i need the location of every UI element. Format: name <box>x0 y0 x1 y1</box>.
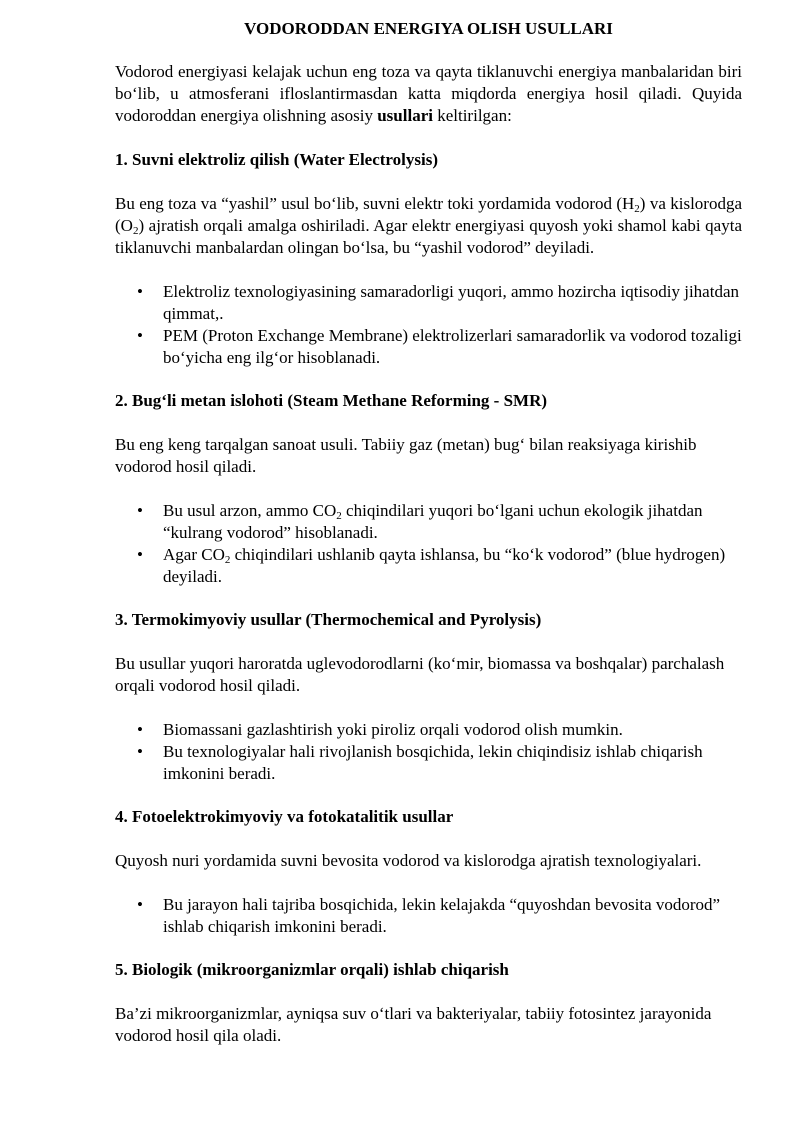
section-4-paragraph: Quyosh nuri yordamida suvni bevosita vodorod va kislorodga ajratish texnologiyalari. <box>115 851 702 870</box>
bullet-text: chiqindilari yuqori bo‘lgani uchun ekologik jihatdan “kulrang vodorod” hisoblanadi. <box>163 501 703 542</box>
list-item <box>163 544 742 588</box>
section-5-paragraph: Ba’zi mikroorganizmlar, ayniqsa suv o‘tlari va bakteriyalar, tabiiy fotosintez jarayonida vodorod hosil qila oladi. <box>115 1004 712 1045</box>
section-2-paragraph: Bu eng keng tarqalgan sanoat usuli. Tabiiy gaz (metan) bug‘ bilan reaksiyaga kirishib vodorod hosil qiladi. <box>115 435 697 476</box>
intro-text: Vodorod energiyasi kelajak uchun eng toza va qayta tiklanuvchi energiya manbalaridan biri bo‘lib, u atmosferani ifloslantirmasdan katta miqdorda energiya hosil qiladi. Quyida vodoroddan energiya olishning asosiy <box>115 62 742 125</box>
bullet-sub: 2 <box>224 554 231 566</box>
s1-text-c: ) ajratish orqali amalga oshiriladi. Agar elektr energiyasi quyosh yoki shamol kabi qayta tiklanuvchi manbalardan olingan bo‘lsa, bu “yashil vodorod” deyiladi. <box>115 216 742 257</box>
section-5-heading: 5. Biologik (mikroorganizmlar orqali) ishlab chiqarish <box>115 960 509 979</box>
list-item <box>163 500 742 544</box>
section-2-heading: 2. Bug‘li metan islohoti (Steam Methane Reforming - SMR) <box>115 391 548 410</box>
section-2-bullets <box>115 500 742 588</box>
section-1-paragraph <box>115 193 742 259</box>
list-item: • Bu texnologiyalar hali rivojlanish bosqichida, lekin chiqindisiz ishlab chiqarish imkonini beradi. <box>163 741 742 785</box>
section-3-paragraph: Bu usullar yuqori haroratda uglevodorodlarni (ko‘mir, biomassa va boshqalar) parchalash orqali vodorod hosil qiladi. <box>115 654 725 695</box>
bullet-text: chiqindilari ushlanib qayta ishlansa, bu “ko‘k vodorod” (blue hydrogen) deyiladi. <box>163 545 726 586</box>
list-item: • Bu jarayon hali tajriba bosqichida, lekin kelajakda “quyoshdan bevosita vodorod” ishlab chiqarish imkonini beradi. <box>163 894 742 938</box>
section-1-bullets <box>115 281 742 369</box>
s1-sub-h2: 2 <box>634 203 640 215</box>
bullet-text: Bu usul arzon, ammo CO <box>163 501 337 520</box>
section-3-bullets <box>115 719 742 785</box>
s1-text-a: Bu eng toza va “yashil” usul bo‘lib, suvni elektr toki yordamida vodorod (H <box>115 194 635 213</box>
section-1-heading: 1. Suvni elektroliz qilish (Water Electrolysis) <box>115 150 438 169</box>
bullet-sub: 2 <box>336 510 342 522</box>
document-page <box>115 18 742 1047</box>
intro-paragraph <box>115 61 742 127</box>
s1-text-b: ) va kislorodga (O <box>115 194 742 235</box>
s1-sub-o2: 2 <box>132 225 139 237</box>
document-title: VODORODDAN ENERGIYA OLISH USULLARI <box>244 19 613 38</box>
section-4-bullets <box>115 894 742 938</box>
list-item: • Elektroliz texnologiyasining samaradorligi yuqori, ammo hozircha iqtisodiy jihatdan qimmat,. <box>163 281 742 325</box>
section-3-heading: 3. Termokimyoviy usullar (Thermochemical and Pyrolysis) <box>115 610 542 629</box>
list-item: • PEM (Proton Exchange Membrane) elektrolizerlari samaradorlik va vodorod tozaligi bo‘yicha eng ilg‘or hisoblanadi. <box>163 325 742 369</box>
intro-text-end: keltirilgan: <box>432 106 512 125</box>
section-4-heading: 4. Fotoelektrokimyoviy va fotokatalitik usullar <box>115 807 454 826</box>
list-item: • Biomassani gazlashtirish yoki piroliz orqali vodorod olish mumkin. <box>163 719 742 741</box>
bullet-text: Agar CO <box>163 545 225 564</box>
intro-bold-word: usullari <box>377 106 433 125</box>
